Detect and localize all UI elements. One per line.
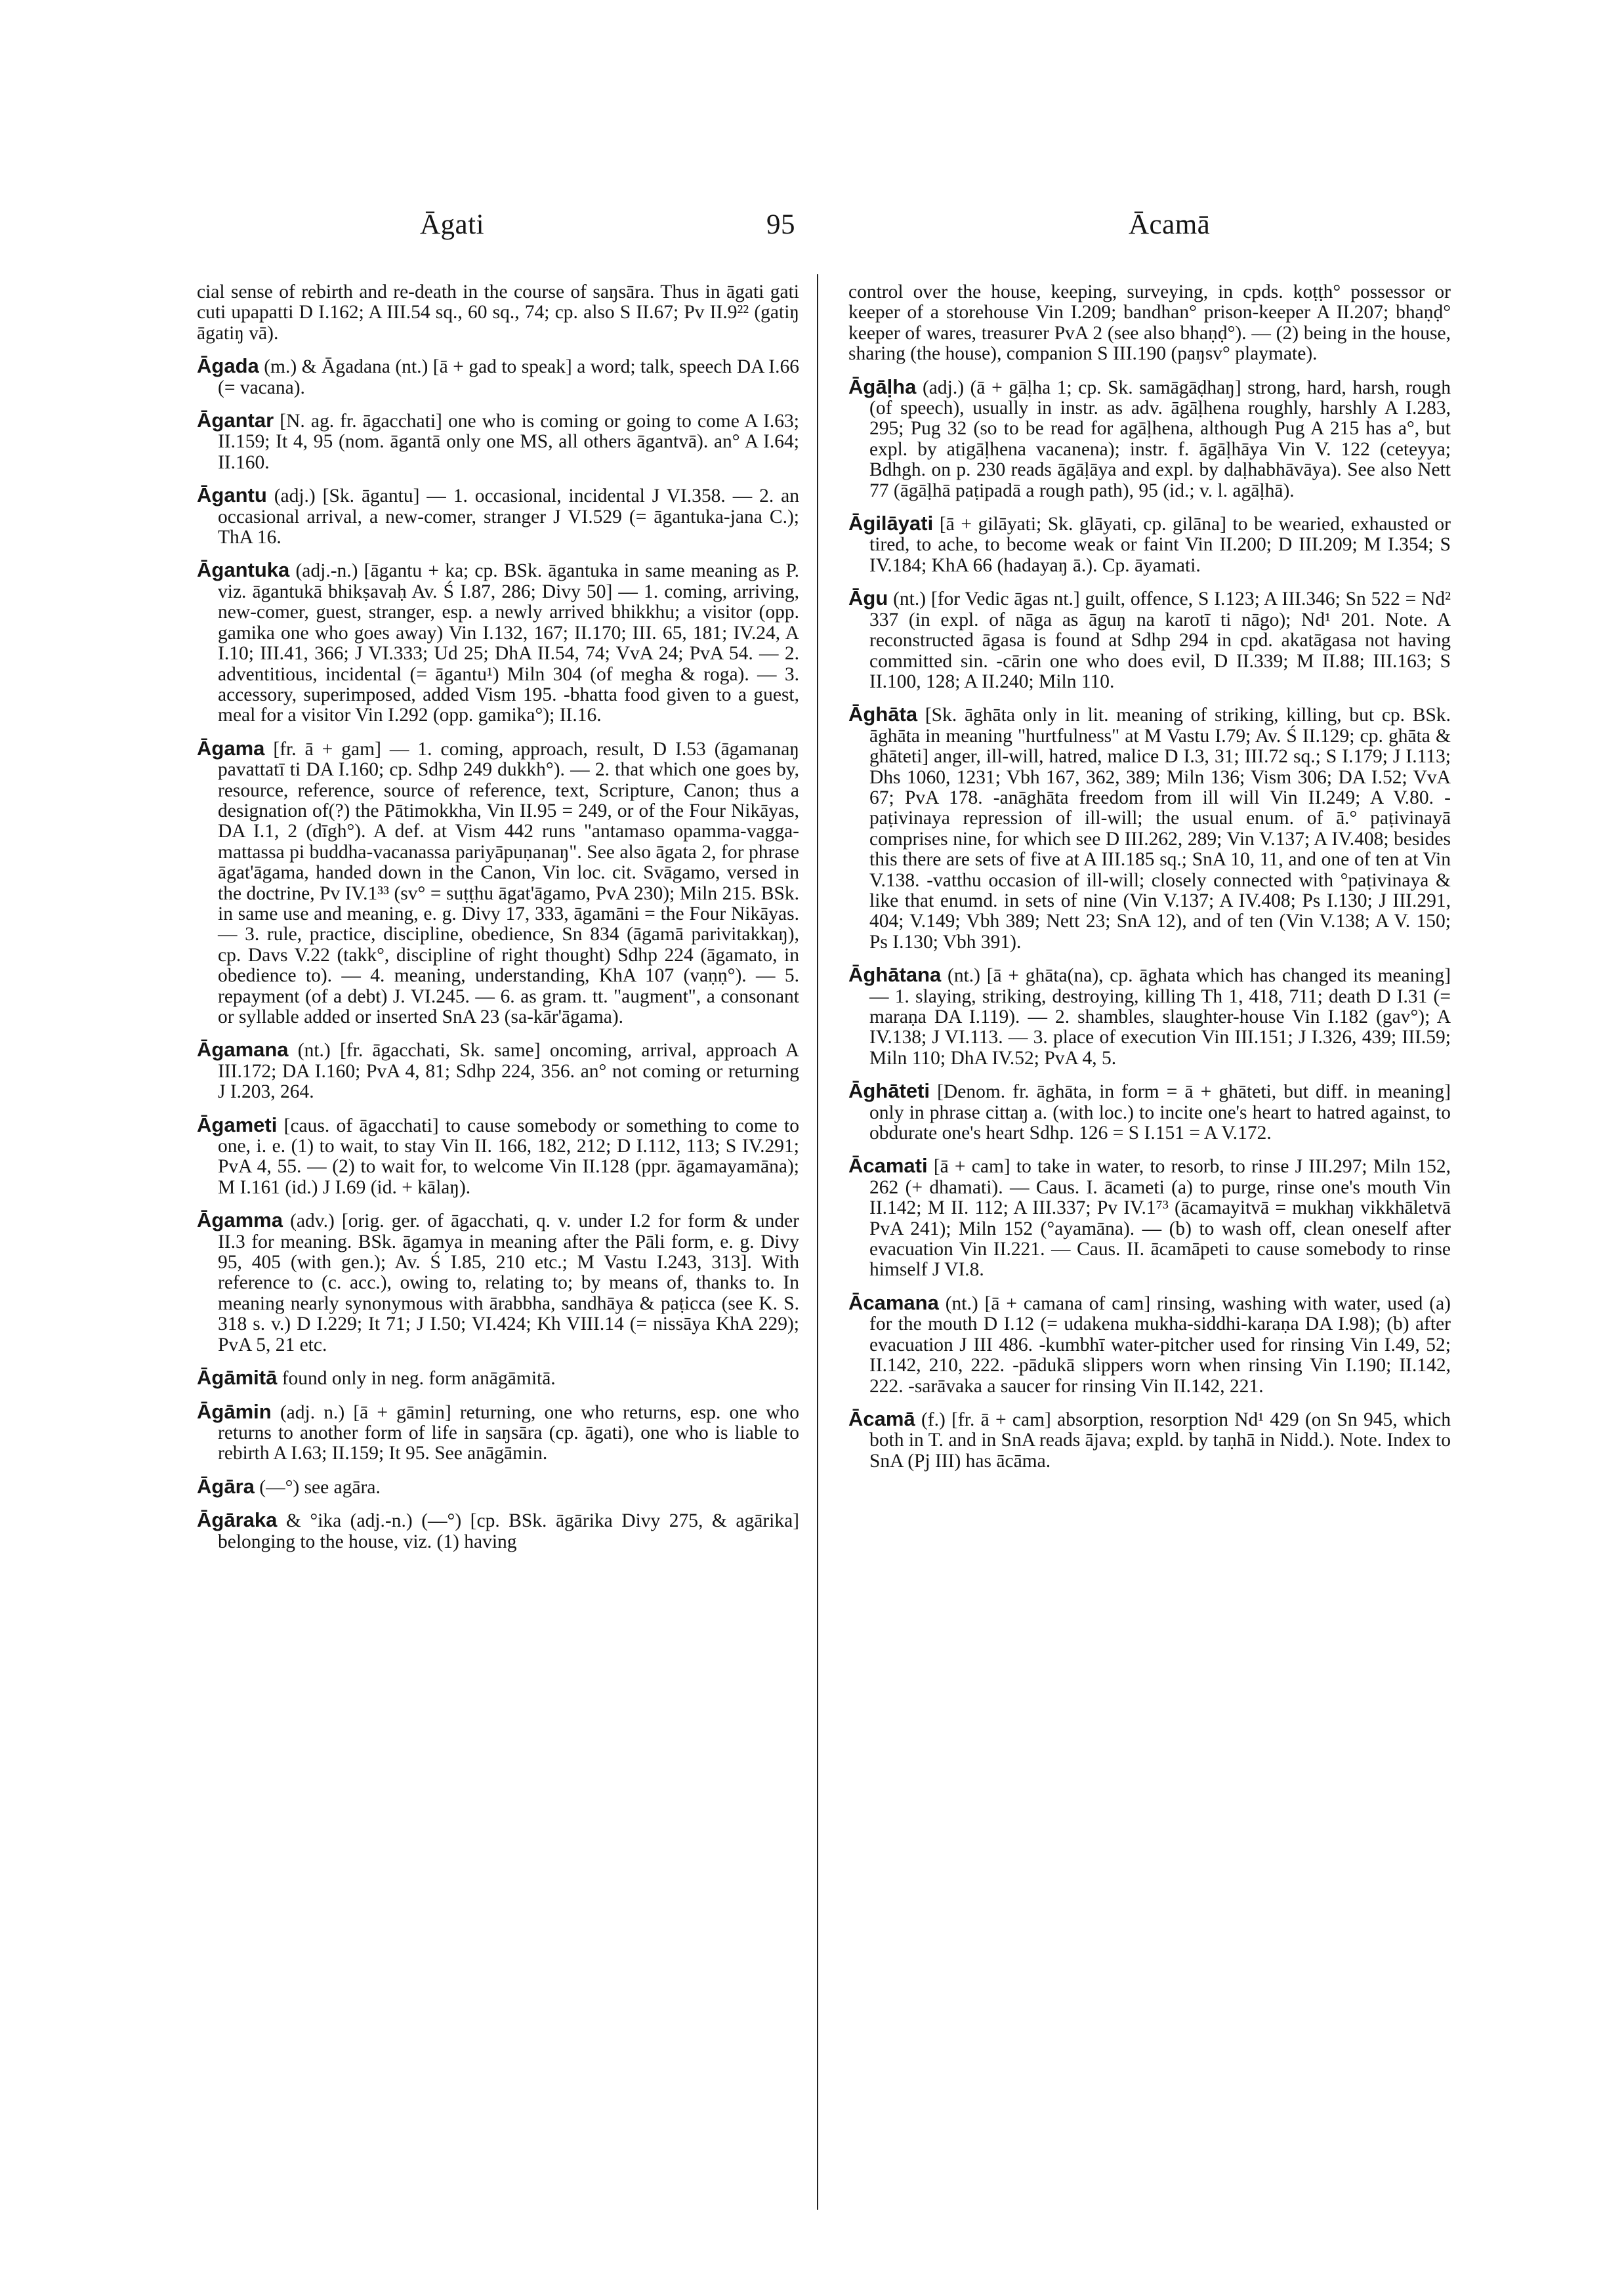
- entry-headword: Āgada: [197, 354, 259, 378]
- entry-continuation: [848, 282, 1451, 365]
- entry-text: (nt.) [for Vedic āgas nt.] guilt, offence, S I.123; A III.346; Sn 522 = Nd² 337 (in expl. of nāga as āguŋ na karotī ti nāgo); Nd¹ 201. Note. A reconstructed āgasa is found at Sdhp 294 in cpd. akatāgasa not having committed sin. -cārin one who does evil, D II.339; M II.88; III.163; S II.100, 128; A II.240; Miln 110.: [869, 589, 1451, 692]
- dictionary-entry: [197, 1115, 799, 1199]
- entry-text: (nt.) [ā + camana of cam] rinsing, washing with water, used (a) for the mouth D I.12 (= udakena mukha-siddhi-karaṇa DA I.98); (b) after evacuation J III 486. -kumbhī water-pitcher used for rinsing Vin I.49, 52; II.142, 210, 222. -pādukā slippers worn when rinsing Vin I.190; II.142, 222. -sarāvaka a saucer for rinsing Vin II.142, 221.: [869, 1292, 1451, 1397]
- dictionary-entry: [848, 1081, 1451, 1144]
- entry-headword: Āgu: [848, 587, 888, 610]
- entry-text: [Denom. fr. āghāta, in form = ā + ghāteti, but diff. in meaning] only in phrase cittaŋ a. (with loc.) to incite one's heart to hatred against, to obdurate one's heart Sdhp. 126 = S I.151 = A V.172.: [869, 1081, 1451, 1144]
- entry-text: control over the house, keeping, surveying, in cpds. koṭṭh° possessor or keeper of a storehouse Vin I.209; bandhan° prison-keeper A II.207; bhaṇḍ° keeper of wares, treasurer PvA 2 (see also bhaṇḍ°). — (2) being in the house, sharing (the house), companion S III.190 (paŋsv° playmate).: [848, 281, 1451, 365]
- entry-headword: Āghātana: [848, 963, 942, 987]
- right-column: [848, 282, 1451, 1483]
- entry-headword: Ācamati: [848, 1154, 928, 1178]
- entry-headword: Ācamā: [848, 1407, 915, 1430]
- entry-text: (nt.) [ā + ghāta(na), cp. āghata which has changed its meaning] — 1. slaying, striking, destroying, killing Th 1, 418, 711; death D I.31 (= maraṇa DA I.119). — 2. shambles, slaughter-house Vin I.182 (gav°); A IV.138; J VI.113. — 3. place of execution Vin III.151; J I.326, 439; III.59; Miln 110; DhA IV.52; PvA 4, 5.: [869, 965, 1451, 1069]
- entry-text: (f.) [fr. ā + cam] absorption, resorption Nd¹ 429 (on Sn 945, which both in T. and in SnA reads ājava; expld. by taṇhā in Nidd.). Note. Index to SnA (Pj III) has ācāma.: [869, 1409, 1451, 1472]
- column-divider: [817, 274, 818, 2210]
- entry-text: found only in neg. form anāgāmitā.: [281, 1368, 556, 1390]
- entry-headword: Āgāra: [197, 1474, 255, 1498]
- entry-text: [ā + gilāyati; Sk. glāyati, cp. gilāna] to be wearied, exhausted or tired, to ache, to become weak or faint Vin II.200; D III.209; M I.354; S IV.184; KhA 66 (hadayaŋ ā.). Cp. āyamati.: [869, 514, 1451, 576]
- dictionary-entry: [197, 1367, 799, 1389]
- running-head-right: Ācamā: [1129, 209, 1211, 240]
- running-head-left: Āgati: [420, 209, 485, 240]
- dictionary-entry: [848, 964, 1451, 1069]
- entry-headword: Āgantuka: [197, 558, 290, 582]
- entry-headword: Āgilāyati: [848, 512, 934, 535]
- entry-text: cial sense of rebirth and re-death in the course of saŋsāra. Thus in āgati gati cuti upapatti D I.162; A III.54 sq., 60 sq., 74; cp. also S II.67; Pv II.9²² (gatiŋ āgatiŋ vā).: [197, 281, 799, 344]
- entry-text: (m.) & Āgadana (nt.) [ā + gad to speak] a word; talk, speech DA I.66 (= vacana).: [218, 356, 799, 398]
- entry-headword: Āgantu: [197, 484, 267, 507]
- entry-headword: Āgama: [197, 736, 265, 760]
- entry-headword: Āghāta: [848, 703, 918, 726]
- dictionary-entry: [848, 588, 1451, 692]
- entry-continuation: [197, 282, 799, 344]
- entry-headword: Ācamana: [848, 1291, 939, 1314]
- entry-headword: Āgamma: [197, 1209, 283, 1232]
- entry-text: (nt.) [fr. āgacchati, Sk. same] oncoming, arrival, approach A III.172; DA I.160; PvA 4, 81; Sdhp 224, 356. an° not coming or returning J I.203, 264.: [218, 1040, 799, 1103]
- entry-text: (adj.) [Sk. āgantu] — 1. occasional, incidental J VI.358. — 2. an occasional arrival, a new-comer, stranger J VI.529 (= āgantuka-jana C.); ThA 16.: [218, 486, 799, 548]
- entry-text: (adj.) (ā + gāḷha 1; cp. Sk. samāgāḍhaŋ] strong, hard, harsh, rough (of speech), usually in instr. as adv. āgāḷhena roughly, harshly A I.283, 295; Pug 32 (so to be read for agāḷhena, although Pug A 215 has a°, but expl. by atigāḷhena vacanena); instr. f. āgāḷhāya Vin V. 122 (ceteyya; Bdhgh. on p. 230 reads āgāḷāya and expl. by daḷhabhāvāya). See also Nett 77 (āgāḷhā paṭipadā a rough path), 95 (id.; v. l. agāḷhā).: [869, 377, 1451, 501]
- dictionary-entry: [848, 377, 1451, 501]
- page-number: 95: [766, 209, 795, 240]
- dictionary-entry: [848, 1155, 1451, 1280]
- dictionary-entry: [197, 1510, 799, 1552]
- entry-text: [Sk. āghāta only in lit. meaning of striking, killing, but cp. BSk. āghāta in meaning "hurtfulness" at M Vastu I.79; Av. Ś II.129; cp. ghāta & ghāteti] anger, ill-will, hatred, malice D I.3, 31; III.72 sq.; S I.179; J I.113; Dhs 1060, 1231; Vbh 167, 362, 389; Miln 136; Vism 306; DA I.52; VvA 67; PvA 178. -anāghāta freedom from ill will Vin II.249; A V.80. -paṭivinaya repression of ill-will; the usual enum. of ā.° paṭivinayā comprises nine, for which see D III.262, 289; Vin V.137; A IV.408; besides this there are sets of five at A III.185 sq.; SnA 10, 11, and one of ten at Vin V.138. -vatthu occasion of ill-will; closely connected with °paṭivinaya & like that enumd. in sets of nine (Vin V.137; A IV.408; Ps I.130; J III.291, 404; V.149; Vbh 389; Nett 23; SnA 12), and of ten (Vin V.138; A V. 150; Ps I.130; Vbh 391).: [869, 705, 1451, 953]
- entry-text: & °ika (adj.-n.) (—°) [cp. BSk. āgārika Divy 275, & agārika] belonging to the house, viz. (1) having: [218, 1510, 800, 1552]
- entry-headword: Āgāḷha: [848, 375, 917, 398]
- entry-text: [fr. ā + gam] — 1. coming, approach, result, D I.53 (āgamanaŋ pavattatī ti DA I.160; cp. Sdhp 249 dukkh°). — 2. that which one goes by, resource, reference, source of reference, text, Scripture, Canon; thus a designation of(?) the Pātimokkha, Vin II.95 = 249, or of the Four Nikāyas, DA I.1, 2 (dīgh°). A def. at Vism 442 runs "antamaso opamma-vagga-mattassa pi buddha-vacanassa pariyāpuṇanaŋ". See also āgata 2, for phrase āgat'āgama, handed down in the Canon, Vin loc. cit. Svāgamo, versed in the doctrine, Pv IV.1³³ (sv° = suṭṭhu āgat'āgamo, PvA 230); Miln 215. BSk. in same use and meaning, e. g. Divy 17, 333, āgamāni = the Four Nikāyas. — 3. rule, practice, discipline, obedience, Sn 834 (āgamā parivitakkaŋ), cp. Davs V.22 (takk°, discipline of right thought) Sdhp 224 (āgamato, in obedience to). — 4. meaning, understanding, KhA 107 (vaṇṇ°). — 5. repayment (of a debt) J. VI.245. — 6. as gram. tt. "augment", a consonant or syllable added or inserted SnA 23 (sa-kār'āgama).: [218, 738, 799, 1027]
- entry-headword: Āgameti: [197, 1113, 278, 1136]
- entry-text: [ā + cam] to take in water, to resorb, to rinse J III.297; Miln 152, 262 (+ dhamati). — Caus. I. ācameti (a) to purge, rinse one's mouth Vin II.142; M II. 112; A III.337; Pv IV.1⁷³ (ācamayitvā = mukhaŋ vikkhāletvā PvA 241); Miln 152 (°ayamāna). — (b) to wash off, clean oneself after evacuation Vin II.221. — Caus. II. ācamāpeti to cause somebody to rinse himself J VI.8.: [869, 1156, 1451, 1281]
- dictionary-entry: [197, 738, 799, 1028]
- entry-text: (adj.-n.) [āgantu + ka; cp. BSk. āgantuka in same meaning as P. viz. āgantukā bhikṣavaḥ Av. Ś I.87, 286; Divy 50] — 1. coming, arriving, new-comer, guest, stranger, esp. a newly arrived bhikkhu; a visitor (opp. gamika one who goes away) Vin I.132, 167; II.170; III. 65, 181; IV.24, A I.10; III.41, 366; J VI.333; Ud 25; DhA II.54, 74; VvA 24; PvA 54. — 2. adventitious, incidental (= āgantu¹) Miln 304 (of megha & roga). — 3. accessory, superimposed, added Vism 195. -bhatta food given to a guest, meal for a visitor Vin I.292 (opp. gamika°); II.16.: [218, 560, 800, 726]
- dictionary-entry: [848, 513, 1451, 576]
- entry-headword: Āgāmin: [197, 1399, 272, 1423]
- entry-headword: Āghāteti: [848, 1079, 930, 1103]
- entry-text: (adv.) [orig. ger. of āgacchati, q. v. under I.2 for form & under II.3 for meaning. BSk. āgamya in meaning after the Pāli form, e. g. Divy 95, 405 (with gen.); Av. Ś I.85, 210 etc.; M Vastu I.243, 313]. With reference to (c. acc.), owing to, relating to; by means of, thanks to. In meaning nearly synonymous with ārabbha, sandhāya & paṭicca (see K. S. 318 s. v.) D I.229; It 71; J I.50; VI.424; Kh VIII.14 (= nissāya KhA 229); PvA 5, 21 etc.: [218, 1210, 799, 1355]
- entry-headword: Āgantar: [197, 409, 274, 432]
- dictionary-entry: [848, 704, 1451, 953]
- entry-text: (—°) see agāra.: [259, 1476, 381, 1498]
- entry-headword: Āgamana: [197, 1038, 289, 1062]
- dictionary-entry: [848, 1292, 1451, 1397]
- entry-text: (adj. n.) [ā + gāmin] returning, one who returns, esp. one who returns to another form of life in saŋsāra (cp. āgati), one who is liable to rebirth A I.63; II.159; It 95. See anāgāmin.: [218, 1401, 799, 1464]
- entry-headword: Āgāmitā: [197, 1366, 278, 1390]
- dictionary-entry: [197, 1476, 799, 1498]
- entry-text: [caus. of āgacchati] to cause somebody or something to come to one, i. e. (1) to wait, to stay Vin II. 166, 182, 212; D I.112, 113; S IV.291; PvA 4, 55. — (2) to wait for, to welcome Vin II.128 (ppr. āgamayamāna); M I.161 (id.) J I.69 (id. + kālaŋ).: [218, 1115, 799, 1198]
- entry-text: [N. ag. fr. āgacchati] one who is coming or going to come A I.63; II.159; It 4, 95 (nom. āgantā only one MS, all others āgantvā). an° A I.64; II.160.: [218, 411, 800, 473]
- dictionary-entry: [848, 1409, 1451, 1472]
- left-column: [197, 282, 799, 1564]
- entry-headword: Āgāraka: [197, 1508, 278, 1532]
- dictionary-entry: [197, 560, 799, 726]
- dictionary-entry: [197, 1210, 799, 1355]
- dictionary-entry: [197, 485, 799, 548]
- dictionary-entry: [197, 1401, 799, 1464]
- dictionary-entry: [197, 1039, 799, 1102]
- dictionary-entry: [197, 410, 799, 473]
- dictionary-entry: [197, 356, 799, 398]
